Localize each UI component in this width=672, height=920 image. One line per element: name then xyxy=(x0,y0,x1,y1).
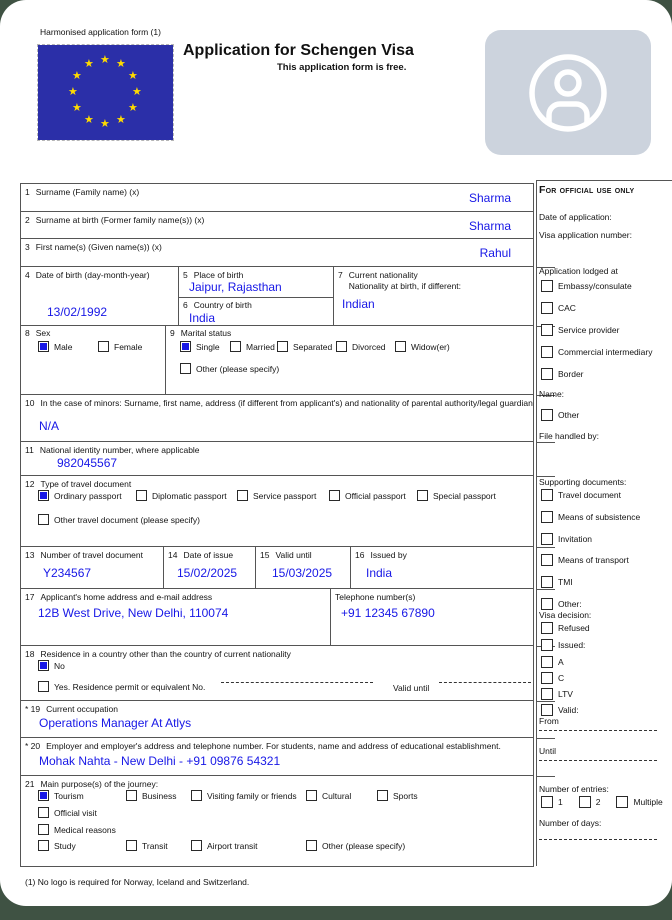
supporting-documents-label: Supporting documents: xyxy=(539,477,627,487)
purpose-airport-transit-checkbox[interactable] xyxy=(191,840,202,851)
residence-yes-checkbox[interactable] xyxy=(38,681,49,692)
days-blank xyxy=(539,839,657,840)
marital-widow-checkbox[interactable] xyxy=(395,341,406,352)
visa-application-number-label: Visa application number: xyxy=(539,230,632,240)
purpose-study-checkbox[interactable] xyxy=(38,840,49,851)
supporting-transport-checkbox[interactable] xyxy=(541,554,553,566)
entries-2-checkbox[interactable] xyxy=(579,796,591,808)
doc-ordinary-checkbox[interactable] xyxy=(38,490,49,501)
purpose-cultural-checkbox[interactable] xyxy=(306,790,317,801)
field-2-surname-at-birth: 2 Surname at birth (Former family name(s)) (x) Sharma xyxy=(20,211,533,238)
decision-c-checkbox[interactable] xyxy=(541,672,553,684)
decision-valid-checkbox[interactable] xyxy=(541,704,553,716)
from-blank xyxy=(539,730,657,731)
purpose-business-checkbox[interactable] xyxy=(126,790,137,801)
official-use-panel: For official use only Date of application: Visa application number: Application lodged at Embassy/consulate CAC Service provider Commercial intermediary Border Name: Other File handled by: Supporting documents: Travel document Means of subsistence Invitation Means of transport TMI Other: Visa decision: Refused Issued: A C LTV Valid: From Until Number of entries: 1 2 Multiple Number of days: xyxy=(536,180,672,866)
lodged-other-checkbox[interactable] xyxy=(541,409,553,421)
field-11-national-id: 11 National identity number, where applicable 982045567 xyxy=(20,441,533,475)
field-19-occupation: * 19 Current occupation Operations Manager At Atlys xyxy=(20,700,533,737)
footnote: (1) No logo is required for Norway, Iceland and Switzerland. xyxy=(25,877,250,887)
harmonised-note: Harmonised application form (1) xyxy=(40,27,161,37)
purpose-official-visit-checkbox[interactable] xyxy=(38,807,49,818)
travel-doc-number-value[interactable]: Y234567 xyxy=(43,566,92,580)
field-17-telephone: Telephone number(s) +91 12345 67890 xyxy=(330,588,533,645)
marital-other-checkbox[interactable] xyxy=(180,363,191,374)
entries-multiple-checkbox[interactable] xyxy=(616,796,628,808)
purpose-visiting-checkbox[interactable] xyxy=(191,790,202,801)
marital-separated-checkbox[interactable] xyxy=(277,341,288,352)
until-blank xyxy=(539,760,657,761)
telephone-value[interactable]: +91 12345 67890 xyxy=(341,606,435,620)
country-of-birth-value[interactable]: India xyxy=(189,311,216,325)
field-3-first-name: 3 First name(s) (Given name(s)) (x) Rahul xyxy=(20,238,533,266)
lodged-cac-checkbox[interactable] xyxy=(541,302,553,314)
surname-value[interactable]: Sharma xyxy=(468,191,511,205)
name-label: Name: xyxy=(539,389,565,399)
decision-refused-checkbox[interactable] xyxy=(541,622,553,634)
visa-decision-label: Visa decision: xyxy=(539,610,592,620)
doc-special-checkbox[interactable] xyxy=(417,490,428,501)
supporting-travel-doc-checkbox[interactable] xyxy=(541,489,553,501)
doc-diplomatic-checkbox[interactable] xyxy=(136,490,147,501)
lodged-border-checkbox[interactable] xyxy=(541,368,553,380)
page-title: Application for Schengen Visa xyxy=(183,42,414,59)
purpose-sports-checkbox[interactable] xyxy=(377,790,388,801)
field-15-valid-until: 15 Valid until 15/03/2025 xyxy=(255,546,350,588)
field-10-minors: 10 In the case of minors: Surname, first name, address (if different from applicant's) and nationality of parental authority/legal guardian N/A xyxy=(20,394,533,441)
field-1-surname: 1 Surname (Family name) (x) Sharma xyxy=(20,183,533,211)
decision-ltv-checkbox[interactable] xyxy=(541,688,553,700)
date-of-birth-value[interactable]: 13/02/1992 xyxy=(47,305,108,319)
date-of-issue-value[interactable]: 15/02/2025 xyxy=(177,566,238,580)
marital-married-checkbox[interactable] xyxy=(230,341,241,352)
application-lodged-label: Application lodged at xyxy=(539,266,618,276)
field-8-sex: 8 Sex Male Female xyxy=(20,325,165,394)
photo-placeholder[interactable] xyxy=(485,30,651,155)
field-20-employer: * 20 Employer and employer's address and telephone number. For students, name and address of educational establishment. Mohak Nahta - New Delhi - +91 09876 54321 xyxy=(20,737,533,775)
occupation-value[interactable]: Operations Manager At Atlys xyxy=(39,716,192,730)
sex-male-checkbox[interactable] xyxy=(38,341,49,352)
national-id-value[interactable]: 982045567 xyxy=(57,456,118,470)
supporting-tmi-checkbox[interactable] xyxy=(541,576,553,588)
number-of-days-label: Number of days: xyxy=(539,818,602,828)
purpose-other-checkbox[interactable] xyxy=(306,840,317,851)
decision-a-checkbox[interactable] xyxy=(541,656,553,668)
employer-value[interactable]: Mohak Nahta - New Delhi - +91 09876 54321 xyxy=(39,754,281,768)
doc-official-checkbox[interactable] xyxy=(329,490,340,501)
field-21-journey-purpose: 21 Main purpose(s) of the journey: Tourism Business Visiting family or friends Cultural Sports Official visit Medical reasons Study Transit Airport transit Other (please specify) xyxy=(20,775,533,866)
from-label: From xyxy=(539,716,559,726)
doc-service-checkbox[interactable] xyxy=(237,490,248,501)
date-of-application-label: Date of application: xyxy=(539,212,612,222)
purpose-transit-checkbox[interactable] xyxy=(126,840,137,851)
field-5-place-of-birth: 5 Place of birth Jaipur, Rajasthan xyxy=(178,266,333,297)
purpose-tourism-checkbox[interactable] xyxy=(38,790,49,801)
residence-no-checkbox[interactable] xyxy=(38,660,49,671)
lodged-service-provider-checkbox[interactable] xyxy=(541,324,553,336)
field-6-country-of-birth: 6 Country of birth India xyxy=(178,297,333,325)
lodged-commercial-checkbox[interactable] xyxy=(541,346,553,358)
issued-by-value[interactable]: India xyxy=(366,566,393,580)
person-icon xyxy=(520,45,616,141)
supporting-subsistence-checkbox[interactable] xyxy=(541,511,553,523)
home-address-value[interactable]: 12B West Drive, New Delhi, 110074 xyxy=(38,606,229,620)
field-13-travel-doc-number: 13 Number of travel document Y234567 xyxy=(20,546,163,588)
supporting-other-checkbox[interactable] xyxy=(541,598,553,610)
valid-until-value[interactable]: 15/03/2025 xyxy=(272,566,333,580)
field-4-date-of-birth: 4 Date of birth (day-month-year) 13/02/1992 xyxy=(20,266,178,325)
sex-female-checkbox[interactable] xyxy=(98,341,109,352)
field-12-travel-document-type: 12 Type of travel document Ordinary passport Diplomatic passport Service passport Official passport Special passport Other travel document (please specify) xyxy=(20,475,533,546)
minors-value[interactable]: N/A xyxy=(39,419,60,433)
marital-divorced-checkbox[interactable] xyxy=(336,341,347,352)
decision-issued-checkbox[interactable] xyxy=(541,639,553,651)
permit-number-blank xyxy=(221,682,373,683)
page-subtitle: This application form is free. xyxy=(277,62,407,73)
field-9-marital-status: 9 Marital status Single Married Separated Divorced Widow(er) Other (please specify) xyxy=(165,325,533,394)
field-7-current-nationality: 7 Current nationality Nationality at birth, if different: Indian xyxy=(333,266,533,325)
nationality-value[interactable]: Indian xyxy=(342,297,375,311)
permit-valid-until-blank xyxy=(439,682,531,683)
application-form-table xyxy=(20,183,534,867)
first-name-value[interactable]: Rahul xyxy=(479,246,511,260)
doc-other-checkbox[interactable] xyxy=(38,514,49,525)
official-use-title: For official use only xyxy=(539,184,635,196)
surname-at-birth-value[interactable]: Sharma xyxy=(468,219,511,233)
supporting-invitation-checkbox[interactable] xyxy=(541,533,553,545)
field-16-issued-by: 16 Issued by India xyxy=(350,546,533,588)
until-label: Until xyxy=(539,746,557,756)
field-14-date-of-issue: 14 Date of issue 15/02/2025 xyxy=(163,546,255,588)
purpose-medical-checkbox[interactable] xyxy=(38,824,49,835)
lodged-embassy-checkbox[interactable] xyxy=(541,280,553,292)
entries-1-checkbox[interactable] xyxy=(541,796,553,808)
marital-single-checkbox[interactable] xyxy=(180,341,191,352)
eu-flag-icon: ★ ★ ★ ★ ★ ★ ★ ★ ★ ★ ★ ★ xyxy=(38,45,173,140)
file-handled-by-label: File handled by: xyxy=(539,431,600,441)
field-18-residence: 18 Residence in a country other than the country of current nationality No Yes. Residence permit or equivalent No. Valid until xyxy=(20,645,533,700)
number-of-entries-label: Number of entries: xyxy=(539,784,609,794)
place-of-birth-value[interactable]: Jaipur, Rajasthan xyxy=(189,280,282,294)
field-17-home-address: 17 Applicant's home address and e-mail address 12B West Drive, New Delhi, 110074 xyxy=(20,588,330,645)
